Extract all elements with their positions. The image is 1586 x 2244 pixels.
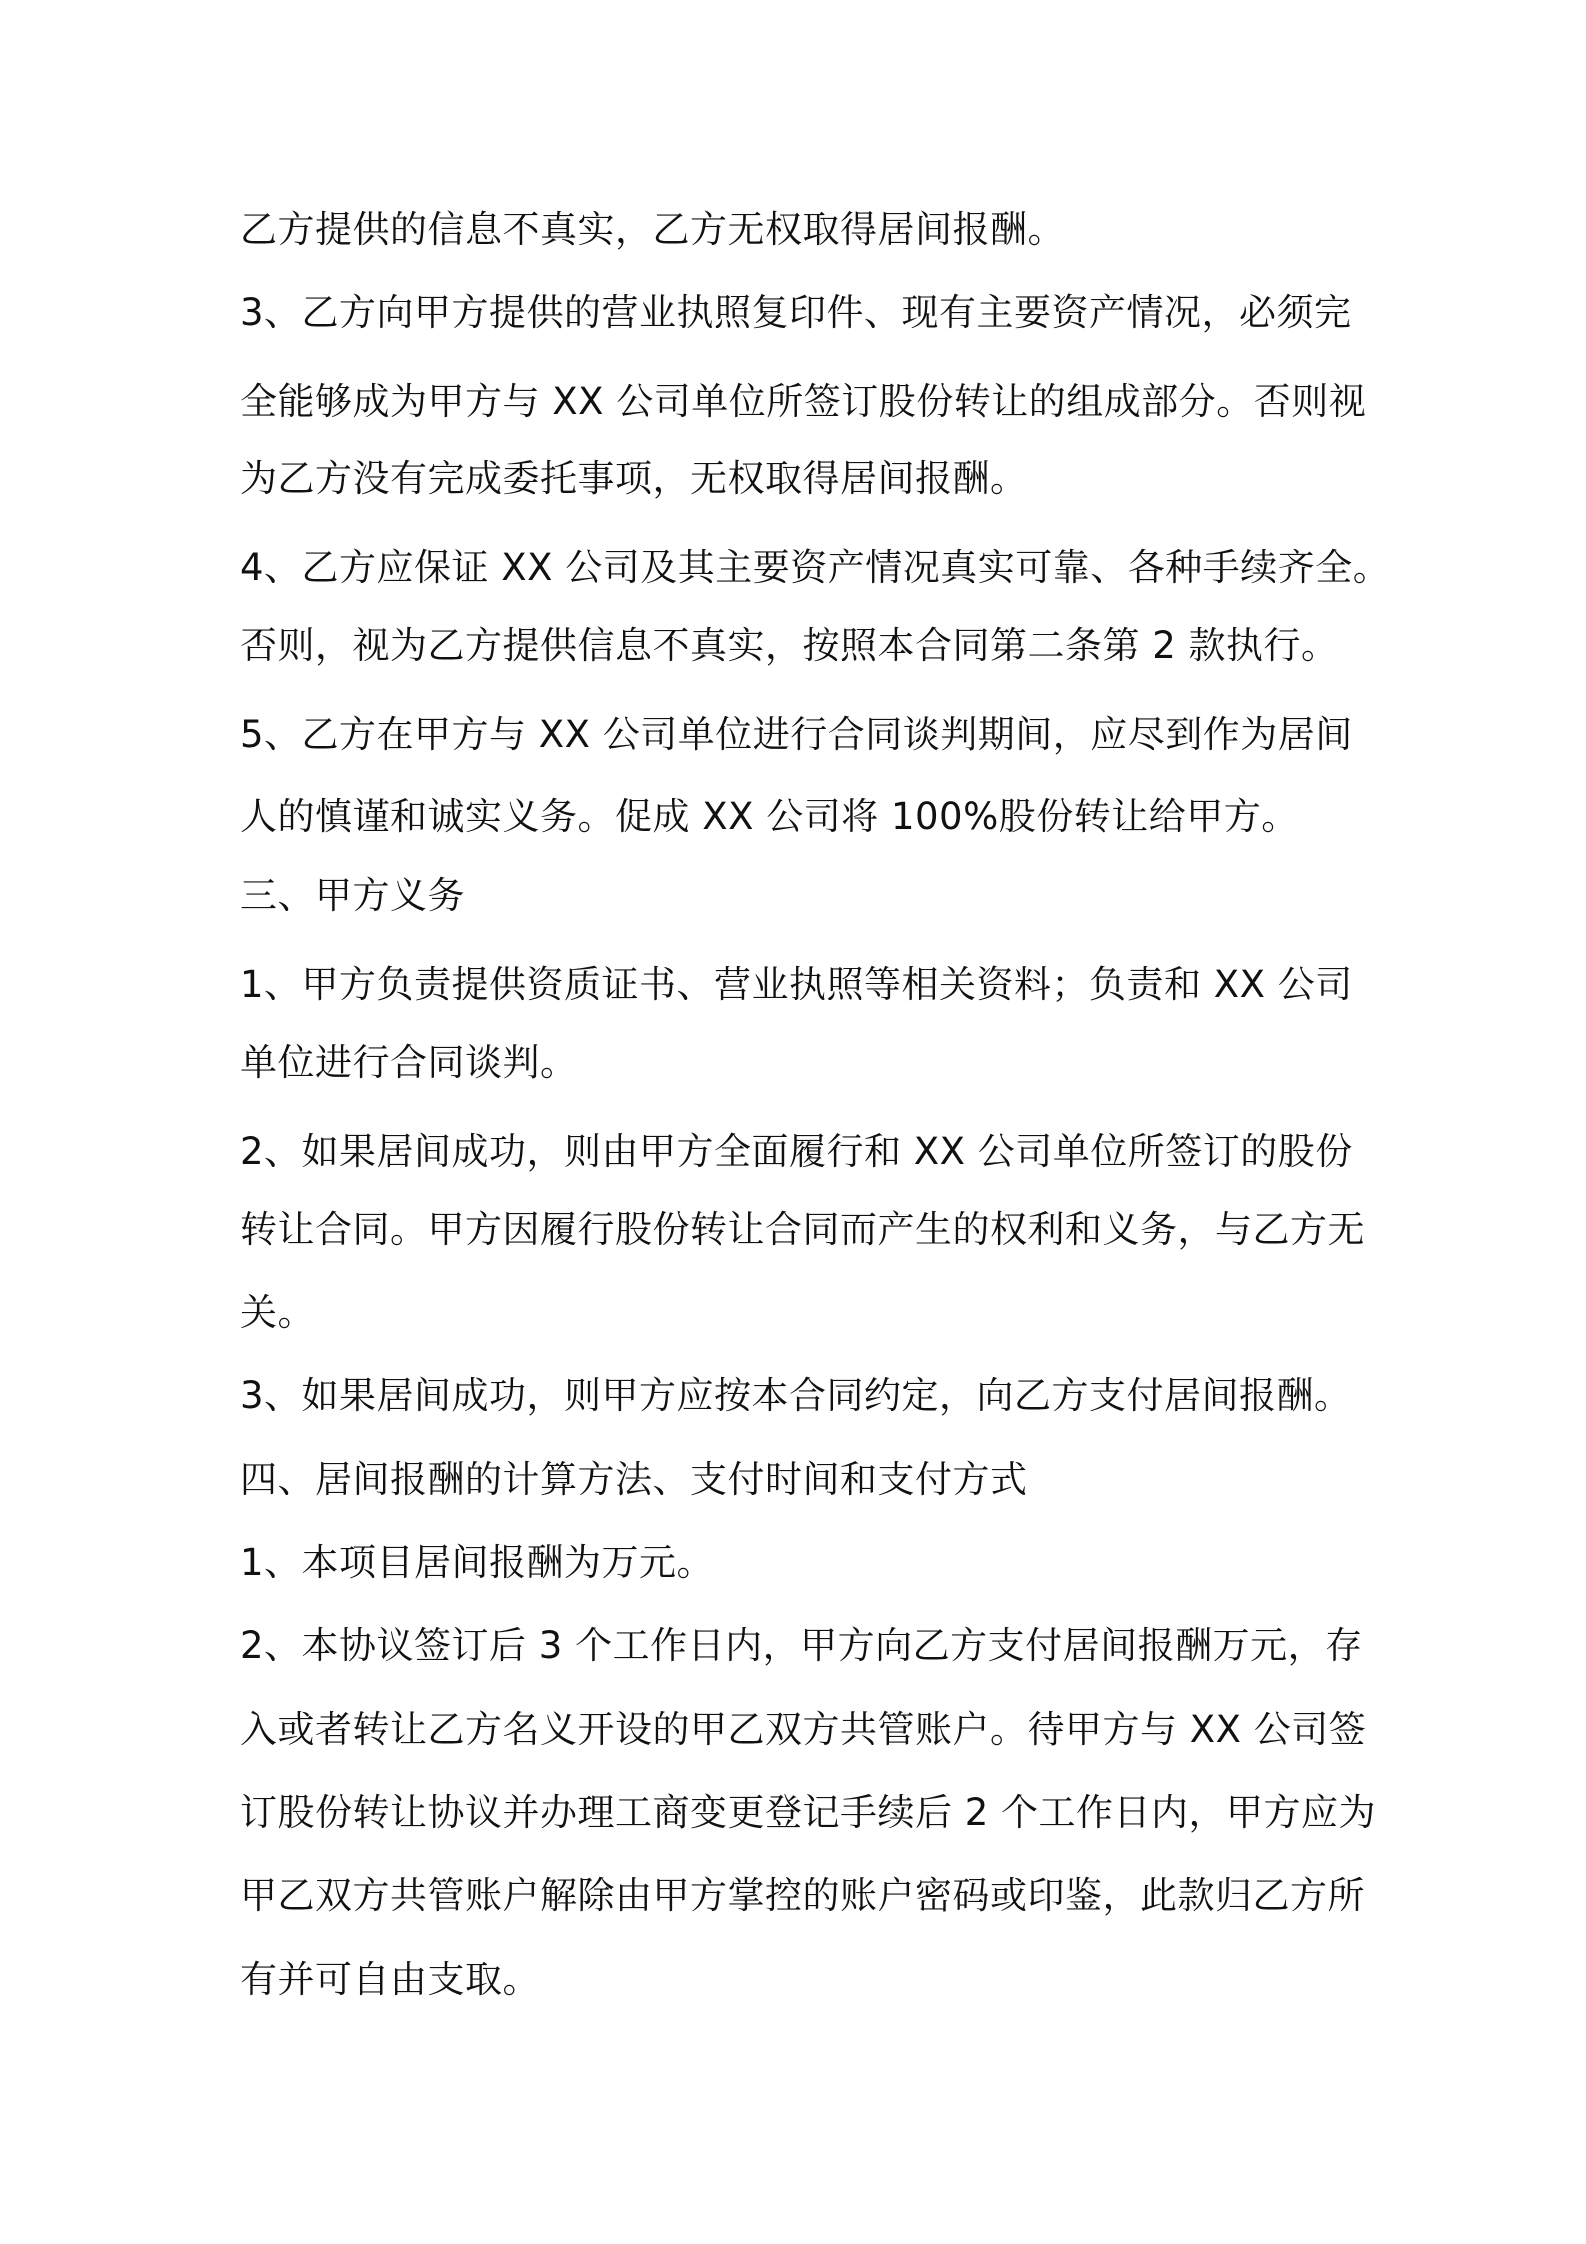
paragraph-line: 转让合同。甲方因履行股份转让合同而产生的权利和义务，与乙方无 bbox=[240, 1208, 1365, 1251]
paragraph-line: 有并可自由支取。 bbox=[240, 1958, 540, 2001]
paragraph-line: 1、甲方负责提供资质证书、营业执照等相关资料；负责和 XX 公司 bbox=[240, 963, 1353, 1006]
section-heading: 三、甲方义务 bbox=[240, 874, 465, 917]
paragraph-line: 单位进行合同谈判。 bbox=[240, 1041, 578, 1084]
paragraph-line: 2、如果居间成功，则由甲方全面履行和 XX 公司单位所签订的股份 bbox=[240, 1130, 1353, 1173]
paragraph-line: 为乙方没有完成委托事项，无权取得居间报酬。 bbox=[240, 457, 1028, 500]
paragraph-line: 5、乙方在甲方与 XX 公司单位进行合同谈判期间，应尽到作为居间 bbox=[240, 713, 1353, 756]
paragraph-line: 3、如果居间成功，则甲方应按本合同约定，向乙方支付居间报酬。 bbox=[240, 1374, 1352, 1417]
paragraph-line: 3、乙方向甲方提供的营业执照复印件、现有主要资产情况，必须完 bbox=[240, 291, 1352, 334]
paragraph-line: 4、乙方应保证 XX 公司及其主要资产情况真实可靠、各种手续齐全。 bbox=[240, 546, 1391, 589]
paragraph-line: 甲乙双方共管账户解除由甲方掌控的账户密码或印鉴，此款归乙方所 bbox=[240, 1874, 1365, 1917]
paragraph-line: 人的慎谨和诚实义务。促成 XX 公司将 100%股份转让给甲方。 bbox=[240, 795, 1299, 838]
paragraph-line: 入或者转让乙方名义开设的甲乙双方共管账户。待甲方与 XX 公司签 bbox=[240, 1708, 1367, 1751]
paragraph-line: 乙方提供的信息不真实，乙方无权取得居间报酬。 bbox=[240, 208, 1065, 251]
paragraph-line: 关。 bbox=[240, 1291, 315, 1334]
paragraph-line: 全能够成为甲方与 XX 公司单位所签订股份转让的组成部分。否则视 bbox=[240, 380, 1367, 423]
paragraph-line: 订股份转让协议并办理工商变更登记手续后 2 个工作日内，甲方应为 bbox=[240, 1791, 1377, 1834]
paragraph-line: 否则，视为乙方提供信息不真实，按照本合同第二条第 2 款执行。 bbox=[240, 624, 1339, 667]
section-heading: 四、居间报酬的计算方法、支付时间和支付方式 bbox=[240, 1458, 1028, 1501]
paragraph-line: 2、本协议签订后 3 个工作日内，甲方向乙方支付居间报酬万元，存 bbox=[240, 1624, 1363, 1667]
paragraph-line: 1、本项目居间报酬为万元。 bbox=[240, 1541, 715, 1584]
